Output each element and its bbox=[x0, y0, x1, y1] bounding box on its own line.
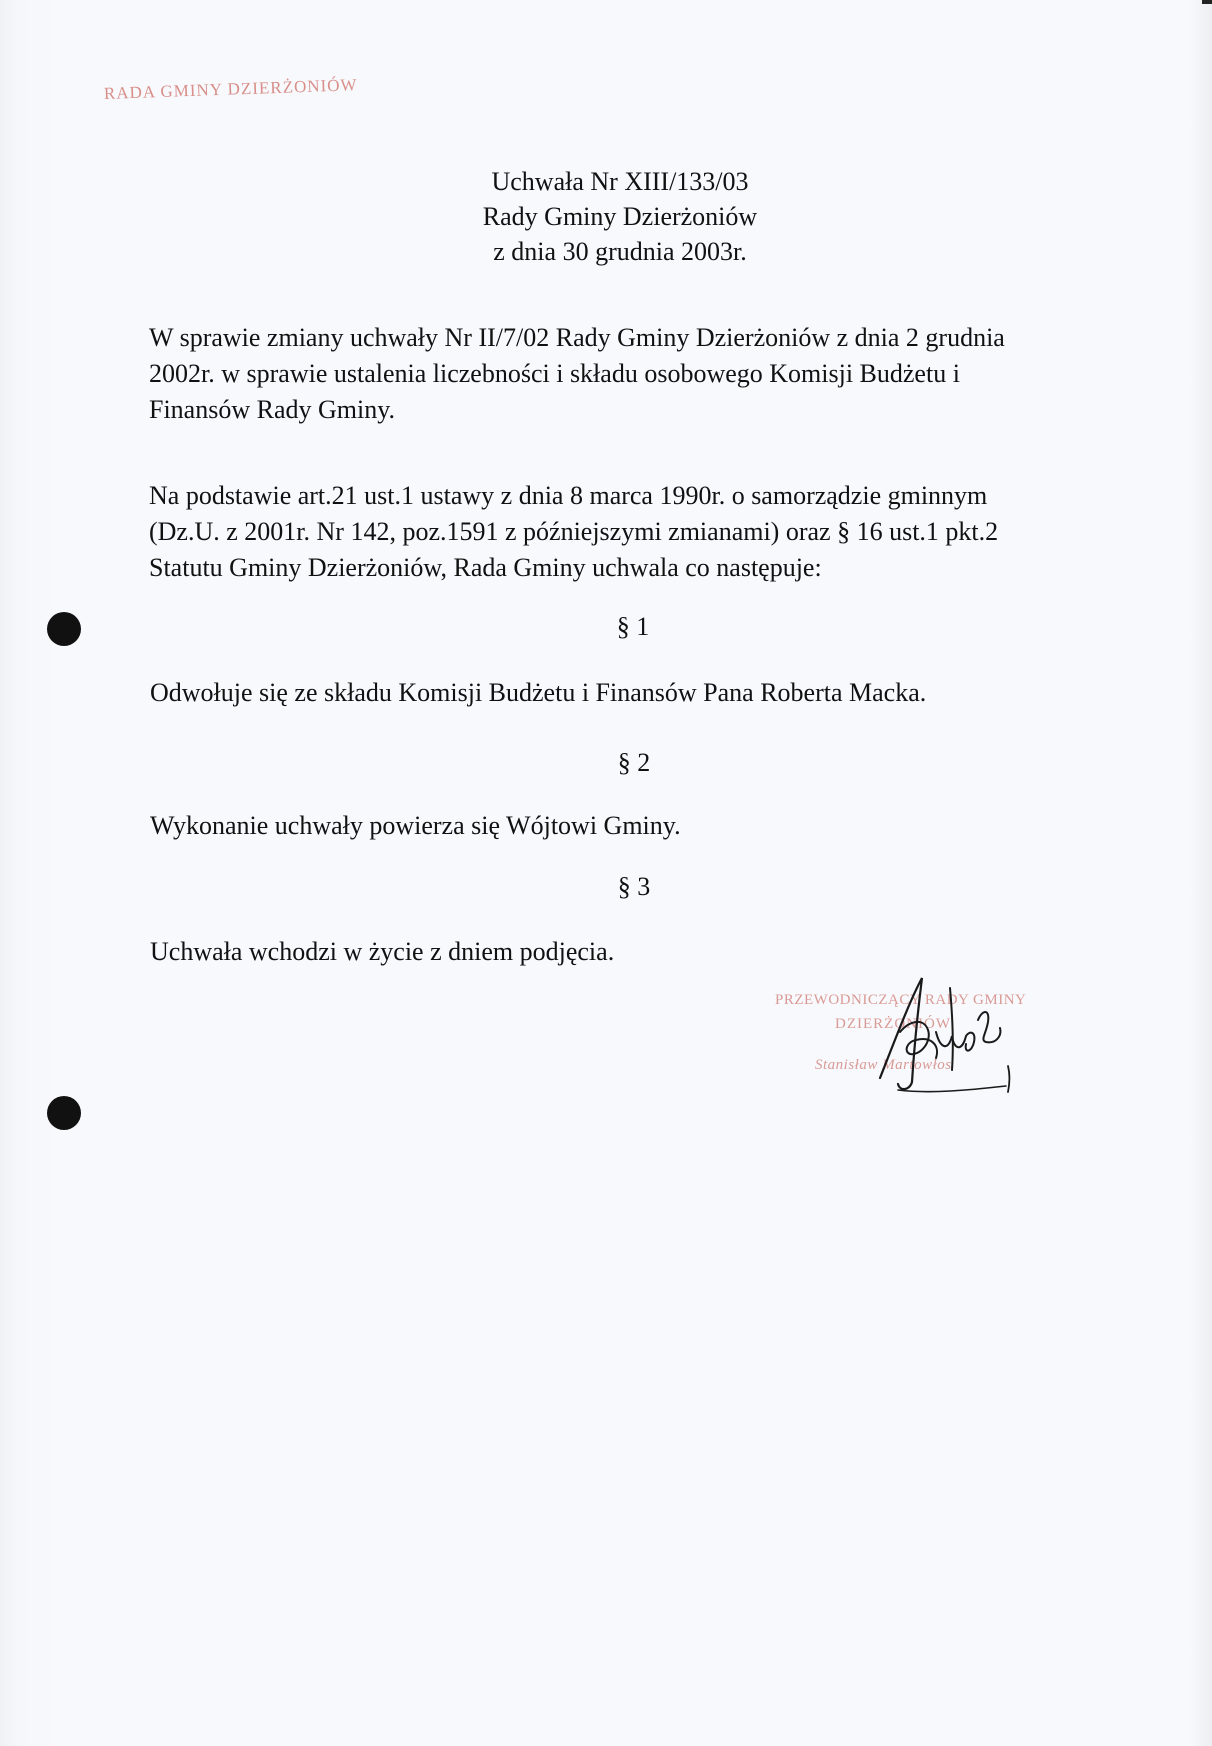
council-header-stamp: RADA GMINY DZIERŻONIÓW bbox=[103, 75, 358, 103]
resolution-issuer: Rady Gminy Dzierżoniów bbox=[482, 202, 758, 231]
resolution-date: z dnia 30 grudnia 2003r. bbox=[493, 237, 747, 266]
basis-line: Na podstawie art.21 ust.1 ustawy z dnia 8 marca 1990r. o samorządzie gminnym bbox=[149, 481, 988, 510]
section-2-text: Wykonanie uchwały powierza się Wójtowi Gminy. bbox=[150, 811, 681, 840]
resolution-subject bbox=[149, 320, 1149, 428]
resolution-title bbox=[420, 164, 820, 269]
subject-line: W sprawie zmiany uchwały Nr II/7/02 Rady Gminy Dzierżoniów z dnia 2 grudnia bbox=[149, 323, 1005, 352]
stamp-municipality: DZIERŻONIÓW bbox=[835, 1016, 951, 1032]
basis-line: (Dz.U. z 2001r. Nr 142, poz.1591 z późniejszymi zmianami) oraz § 16 ust.1 pkt.2 bbox=[149, 517, 999, 546]
subject-line: 2002r. w sprawie ustalenia liczebności i składu osobowego Komisji Budżetu i bbox=[149, 359, 960, 388]
handwritten-signature bbox=[840, 970, 1020, 1110]
punch-hole bbox=[47, 1096, 81, 1130]
stamp-title: PRZEWODNICZĄCY RADY GMINY bbox=[775, 992, 1027, 1008]
punch-hole bbox=[47, 612, 81, 646]
section-1-text: Odwołuje się ze składu Komisji Budżetu i Finansów Pana Roberta Macka. bbox=[150, 678, 927, 707]
section-1-heading: § 1 bbox=[616, 612, 650, 641]
section-3-heading: § 3 bbox=[617, 872, 651, 901]
subject-line: Finansów Rady Gminy. bbox=[149, 395, 396, 424]
legal-basis bbox=[149, 478, 1149, 586]
section-2-heading: § 2 bbox=[617, 748, 651, 777]
stamp-name: Stanisław Martowłos bbox=[815, 1057, 952, 1073]
section-3-text: Uchwała wchodzi w życie z dniem podjęcia. bbox=[150, 937, 615, 966]
scan-edge-mark bbox=[1202, 0, 1212, 4]
basis-line: Statutu Gminy Dzierżoniów, Rada Gminy uchwala co następuje: bbox=[149, 553, 822, 582]
resolution-number: Uchwała Nr XIII/133/03 bbox=[491, 167, 749, 196]
